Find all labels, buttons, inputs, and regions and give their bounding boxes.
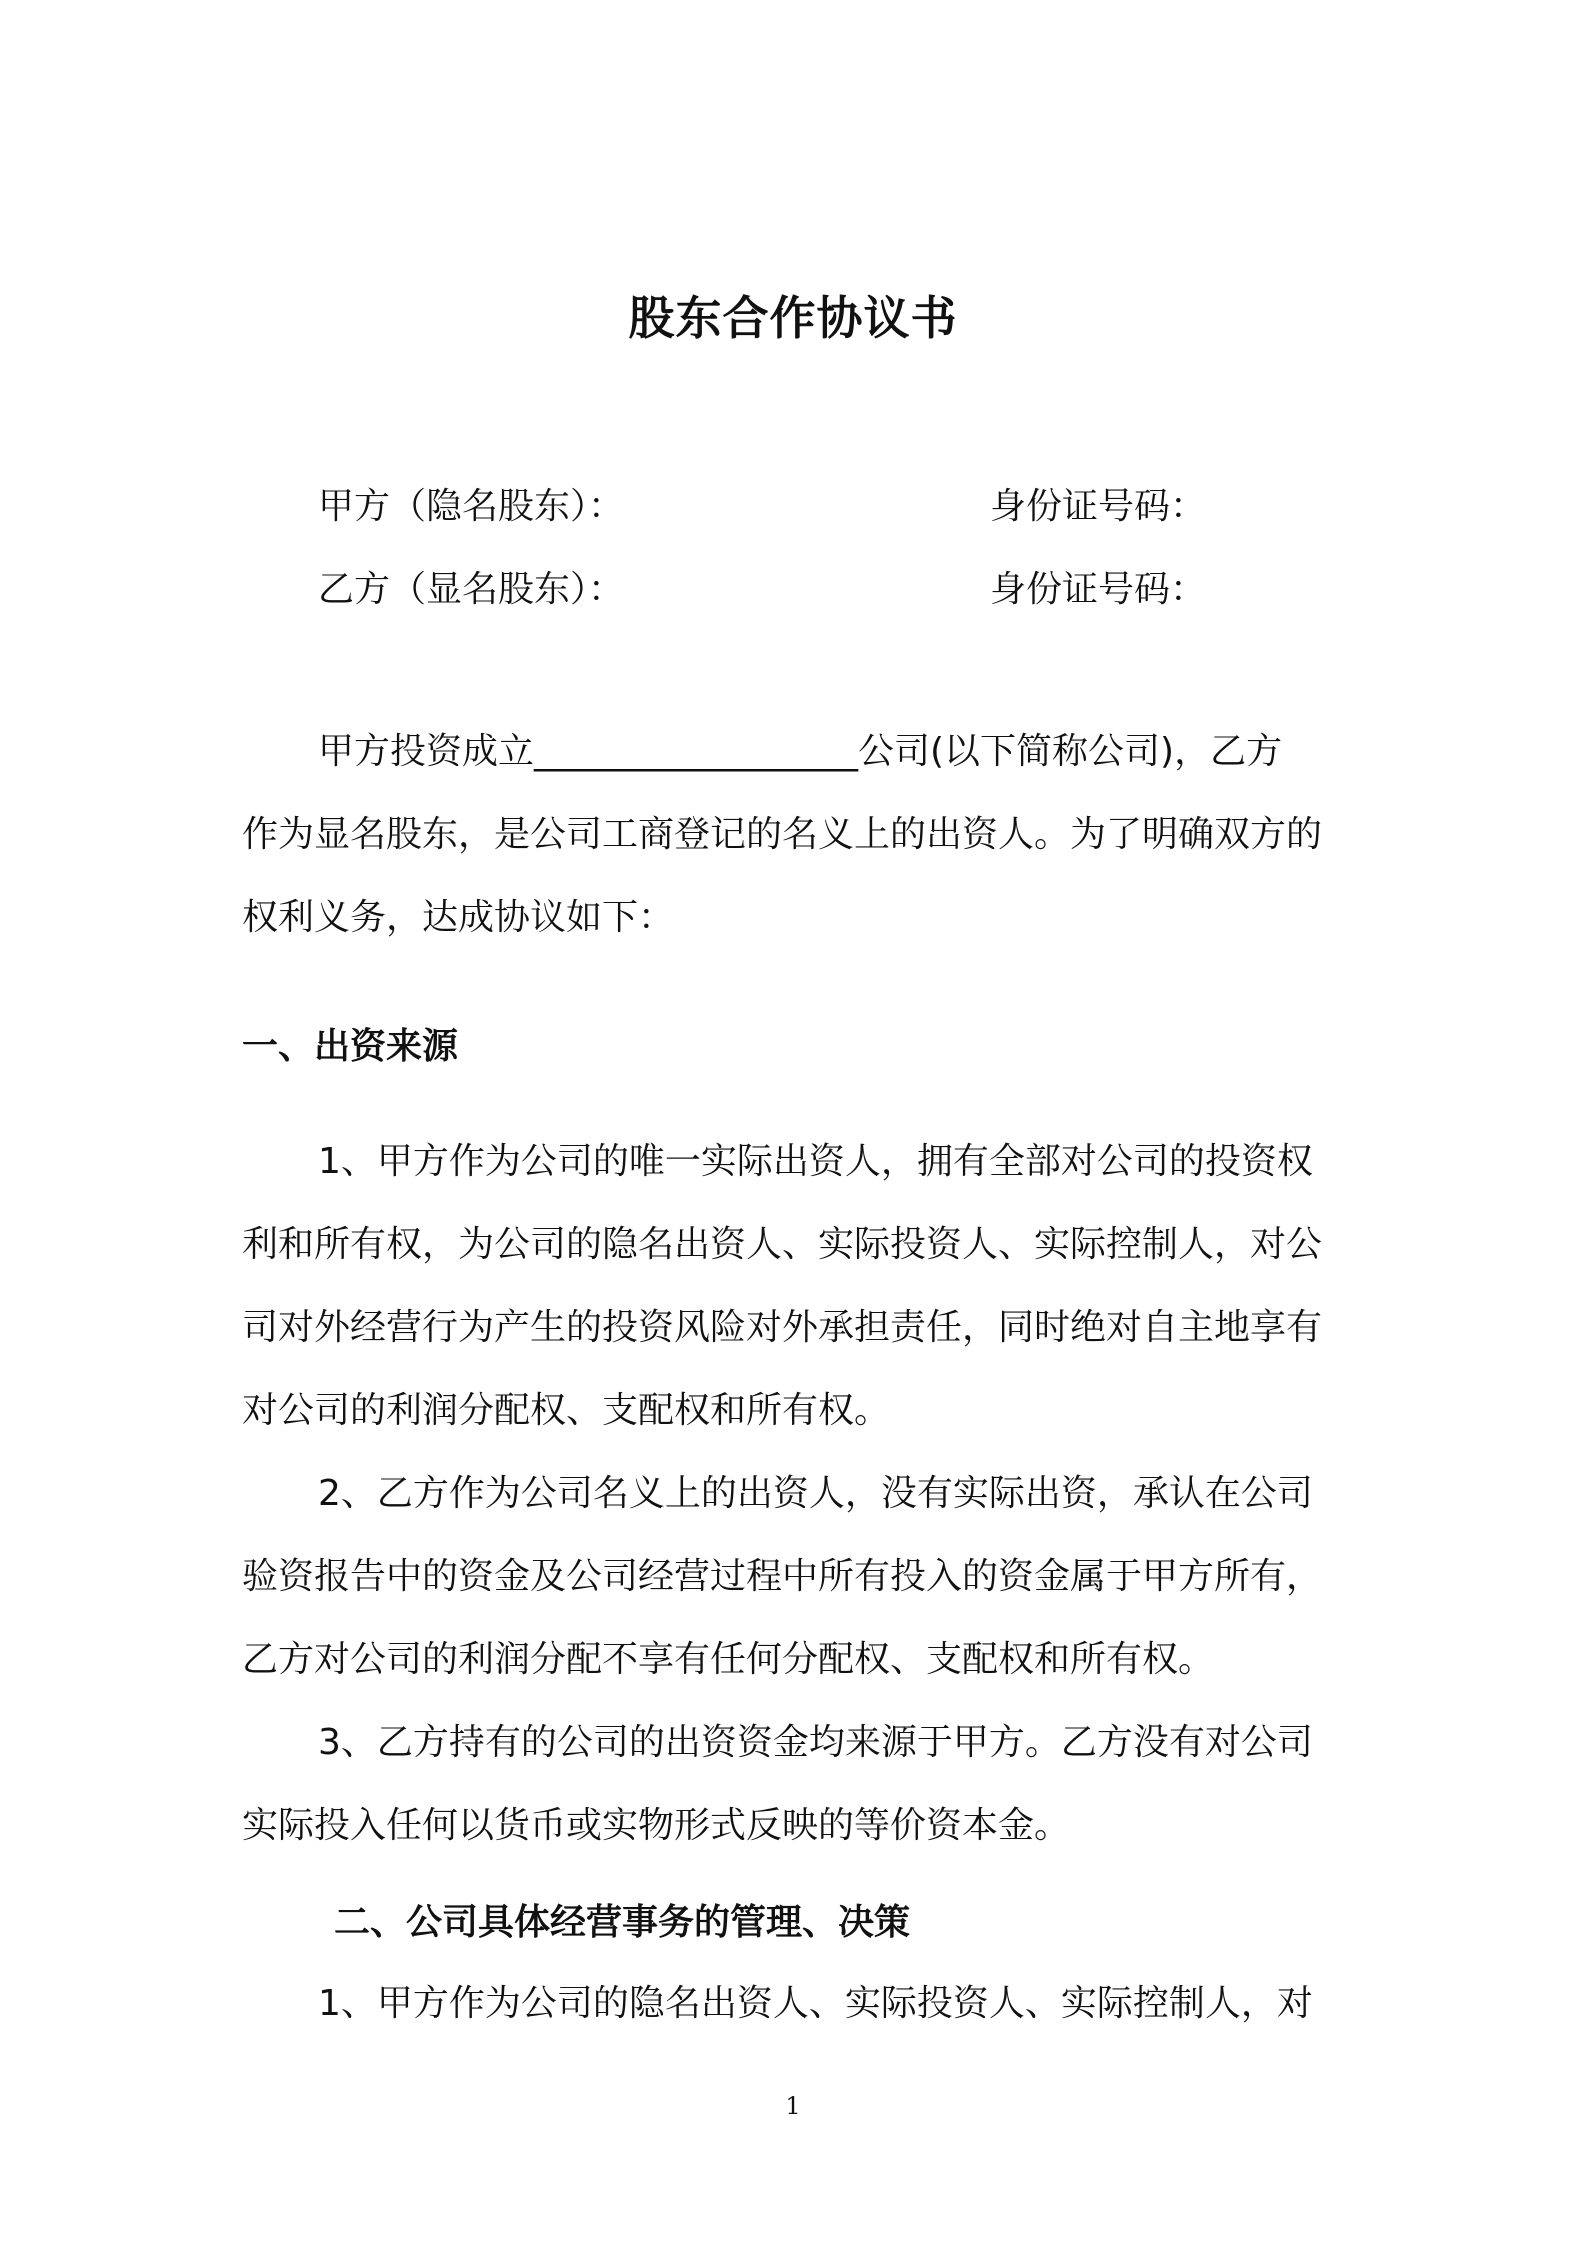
intro-line-1: 甲方投资成立__________________公司(以下简称公司)，乙方 <box>318 731 1283 772</box>
section-1-item-1-line-3: 司对外经营行为产生的投资风险对外承担责任，同时绝对自主地享有 <box>242 1307 1323 1348</box>
party-a-label: 甲方（隐名股东）： <box>318 486 625 527</box>
section-2-heading: 二、公司具体经营事务的管理、决策 <box>334 1902 911 1943</box>
section-1-item-3-line-1: 3、乙方持有的公司的出资资金均来源于甲方。乙方没有对公司 <box>318 1722 1313 1763</box>
party-b-label: 乙方（显名股东）： <box>318 569 625 610</box>
section-1-item-2-line-1: 2、乙方作为公司名义上的出资人，没有实际出资，承认在公司 <box>318 1473 1313 1514</box>
party-b-id-label: 身份证号码： <box>990 569 1207 610</box>
section-1-item-2-line-3: 乙方对公司的利润分配不享有任何分配权、支配权和所有权。 <box>242 1639 1215 1680</box>
intro-line-2: 作为显名股东，是公司工商登记的名义上的出资人。为了明确双方的 <box>242 814 1323 855</box>
intro-line-3: 权利义务，达成协议如下： <box>242 897 675 938</box>
section-1-item-1-line-4: 对公司的利润分配权、支配权和所有权。 <box>242 1390 891 1431</box>
section-1-item-1-line-1: 1、甲方作为公司的唯一实际出资人，拥有全部对公司的投资权 <box>318 1141 1313 1182</box>
page-number: 1 <box>785 2092 801 2120</box>
section-2-item-1-line-1: 1、甲方作为公司的隐名出资人、实际投资人、实际控制人，对 <box>318 1983 1313 2024</box>
section-1-item-2-line-2: 验资报告中的资金及公司经营过程中所有投入的资金属于甲方所有， <box>242 1556 1323 1597</box>
section-1-heading: 一、出资来源 <box>242 1026 459 1067</box>
party-a-id-label: 身份证号码： <box>990 486 1207 527</box>
section-1-item-3-line-2: 实际投入任何以货币或实物形式反映的等价资本金。 <box>242 1805 1071 1846</box>
document-title: 股东合作协议书 <box>628 291 958 345</box>
section-1-item-1-line-2: 利和所有权，为公司的隐名出资人、实际投资人、实际控制人，对公 <box>242 1224 1323 1265</box>
